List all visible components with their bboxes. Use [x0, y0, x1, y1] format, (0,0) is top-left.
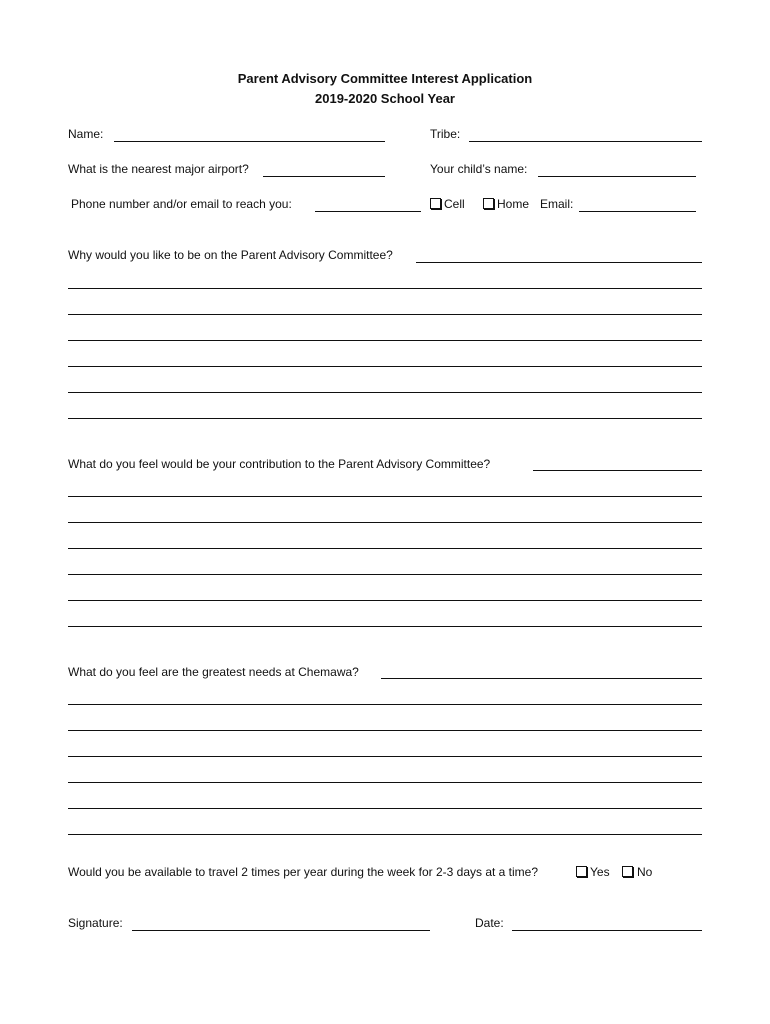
- yes-label: Yes: [590, 865, 610, 879]
- answer-line[interactable]: [68, 418, 702, 419]
- answer-line[interactable]: [68, 574, 702, 575]
- phone-label: Phone number and/or email to reach you:: [71, 197, 292, 211]
- answer-line[interactable]: [68, 314, 702, 315]
- name-field[interactable]: [114, 125, 385, 142]
- answer-line[interactable]: [68, 548, 702, 549]
- answer-line[interactable]: [68, 834, 702, 835]
- child-name-field[interactable]: [538, 160, 696, 177]
- answer-line[interactable]: [68, 808, 702, 809]
- tribe-label: Tribe:: [430, 127, 461, 141]
- form-subtitle: 2019-2020 School Year: [315, 91, 455, 106]
- date-field[interactable]: [512, 914, 702, 931]
- answer-line[interactable]: [68, 626, 702, 627]
- answer-line[interactable]: [68, 340, 702, 341]
- question-contribution-inline-line[interactable]: [533, 470, 702, 471]
- form-title: Parent Advisory Committee Interest Application: [237, 71, 533, 86]
- phone-field[interactable]: [315, 195, 421, 212]
- cell-label: Cell: [444, 197, 465, 211]
- home-label: Home: [497, 197, 530, 211]
- question-travel: Would you be available to travel 2 times per year during the week for 2-3 days at a time?: [68, 865, 539, 879]
- answer-line[interactable]: [68, 522, 702, 523]
- question-greatest-needs-inline-line[interactable]: [381, 678, 702, 679]
- answer-line[interactable]: [68, 782, 702, 783]
- no-checkbox[interactable]: [622, 866, 633, 877]
- question-contribution: What do you feel would be your contribution to the Parent Advisory Committee?: [68, 457, 491, 471]
- answer-line[interactable]: [68, 288, 702, 289]
- email-field[interactable]: [579, 195, 696, 212]
- airport-field[interactable]: [263, 160, 385, 177]
- name-label: Name:: [68, 127, 104, 141]
- cell-checkbox[interactable]: [430, 198, 441, 209]
- question-why-join-inline-line[interactable]: [416, 262, 702, 263]
- airport-label: What is the nearest major airport?: [68, 162, 249, 176]
- answer-line[interactable]: [68, 600, 702, 601]
- answer-line[interactable]: [68, 392, 702, 393]
- signature-field[interactable]: [132, 914, 430, 931]
- date-label: Date:: [475, 916, 504, 930]
- answer-line[interactable]: [68, 366, 702, 367]
- answer-line[interactable]: [68, 730, 702, 731]
- yes-checkbox[interactable]: [576, 866, 587, 877]
- question-greatest-needs: What do you feel are the greatest needs at Chemawa?: [68, 665, 359, 679]
- answer-line[interactable]: [68, 756, 702, 757]
- email-label: Email:: [540, 197, 574, 211]
- answer-line[interactable]: [68, 704, 702, 705]
- no-label: No: [637, 865, 653, 879]
- tribe-field[interactable]: [469, 125, 702, 142]
- question-why-join: Why would you like to be on the Parent Advisory Committee?: [68, 248, 393, 262]
- home-checkbox[interactable]: [483, 198, 494, 209]
- answer-line[interactable]: [68, 496, 702, 497]
- signature-label: Signature:: [68, 916, 123, 930]
- child-name-label: Your child’s name:: [430, 162, 528, 176]
